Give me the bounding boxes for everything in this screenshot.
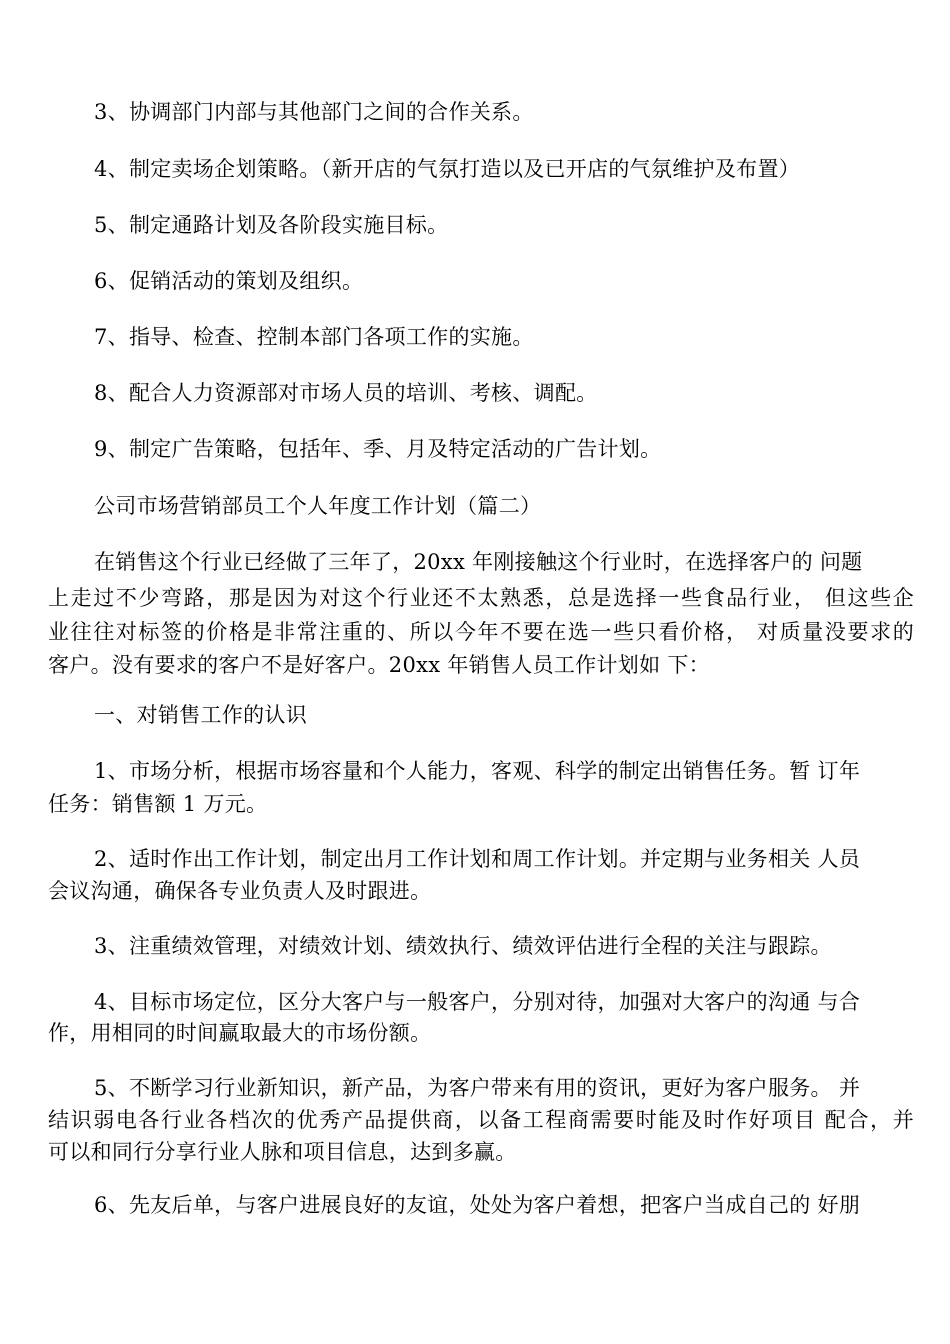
paragraph-line: 3、注重绩效管理，对绩效计划、绩效执行、绩效评估进行全程的关注与跟踪。: [94, 934, 832, 958]
section-title: 公司市场营销部员工个人年度工作计划（篇二）: [94, 494, 542, 518]
list-item-4: 4、制定卖场企划策略。（新开店的气氛打造以及已开店的气氛维护及布置）: [94, 157, 801, 181]
paragraph-line: 任务：销售额 1 万元。: [48, 792, 268, 816]
paragraph-line: 4、目标市场定位，区分大客户与一般客户，分别对待，加强对大客户的沟通 与合: [94, 990, 861, 1014]
paragraph-line: 1、市场分析，根据市场容量和个人能力，客观、科学的制定出销售任务。暂 订年: [94, 759, 861, 783]
subsection-heading: 一、对销售工作的认识: [94, 703, 307, 727]
list-item-5: 5、制定通路计划及各阶段实施目标。: [94, 213, 449, 237]
paragraph-line: 结识弱电各行业各档次的优秀产品提供商，以备工程商需要时能及时作好项目 配合，并: [48, 1108, 914, 1132]
paragraph-line: 可以和同行分享行业人脉和项目信息，达到多赢。: [48, 1140, 517, 1164]
list-item-7: 7、指导、检查、控制本部门各项工作的实施。: [94, 325, 534, 349]
paragraph-line: 上走过不少弯路，那是因为对这个行业还不太熟悉，总是选择一些食品行业， 但这些企: [48, 586, 914, 610]
paragraph-line: 客户。没有要求的客户不是好客户。20xx 年销售人员工作计划如 下：: [48, 653, 710, 677]
list-item-3: 3、协调部门内部与其他部门之间的合作关系。: [94, 100, 534, 124]
paragraph-line: 2、适时作出工作计划，制定出月工作计划和周工作计划。并定期与业务相关 人员: [94, 847, 861, 871]
paragraph-line: 会议沟通，确保各专业负责人及时跟进。: [48, 879, 432, 903]
paragraph-line: 在销售这个行业已经做了三年了，20xx 年刚接触这个行业时，在选择客户的 问题: [94, 550, 863, 574]
paragraph-line: 5、不断学习行业新知识，新产品，为客户带来有用的资讯，更好为客户服务。 并: [94, 1076, 861, 1100]
list-item-9: 9、制定广告策略，包括年、季、月及特定活动的广告计划。: [94, 437, 662, 461]
paragraph-line: 6、先友后单，与客户进展良好的友谊，处处为客户着想，把客户当成自己的 好朋: [94, 1193, 861, 1217]
paragraph-line: 作，用相同的时间赢取最大的市场份额。: [48, 1021, 432, 1045]
paragraph-line: 业往往对标签的价格是非常注重的、所以今年不要在选一些只看价格， 对质量没要求的: [48, 620, 914, 644]
list-item-8: 8、配合人力资源部对市场人员的培训、考核、调配。: [94, 381, 598, 405]
list-item-6: 6、促销活动的策划及组织。: [94, 269, 364, 293]
